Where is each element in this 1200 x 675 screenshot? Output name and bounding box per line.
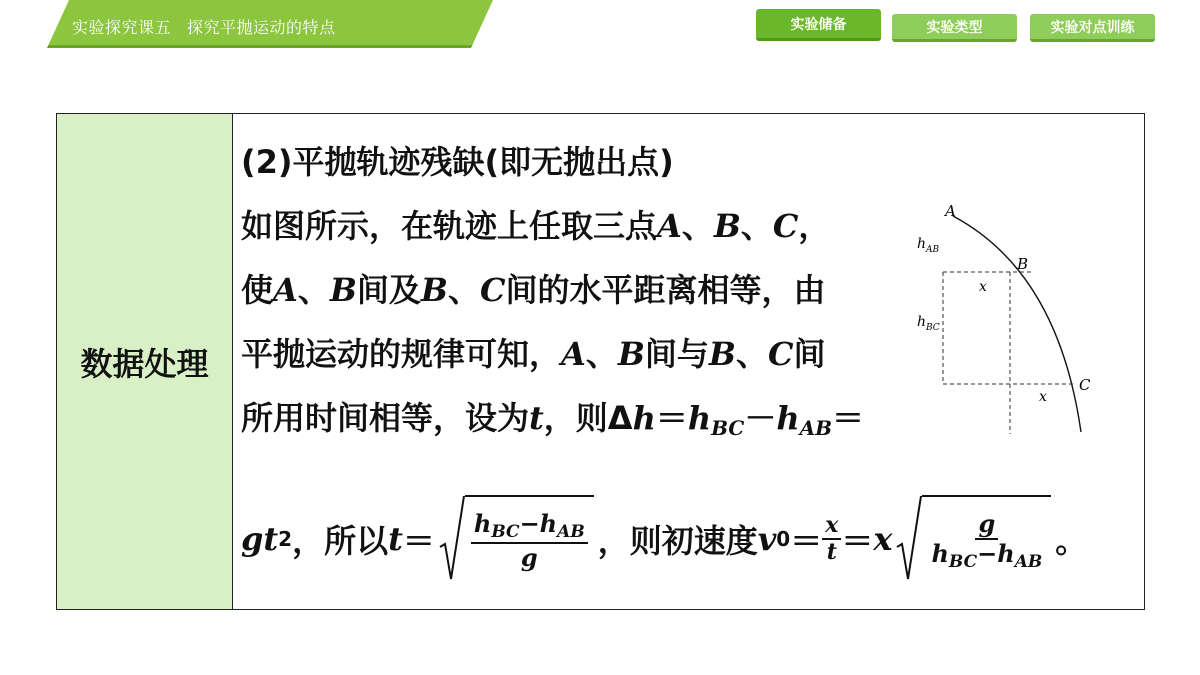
point-c-label: C bbox=[772, 207, 799, 245]
row-content-cell bbox=[233, 114, 1144, 609]
point-b-label: B bbox=[420, 271, 448, 309]
page-title bbox=[72, 15, 352, 38]
tab-experiment-types[interactable]: 实验类型 bbox=[892, 14, 1017, 42]
line4-part-d: － bbox=[744, 399, 777, 437]
fraction-numerator: g bbox=[975, 510, 998, 540]
height-symbol: h bbox=[776, 399, 800, 437]
subscript-ab: AB bbox=[799, 416, 833, 440]
formula-end: 。 bbox=[1055, 522, 1088, 560]
line3-part-d: 、 bbox=[735, 335, 768, 373]
equals-sign: ＝ bbox=[402, 522, 435, 560]
line1-part-b: 、 bbox=[681, 207, 714, 245]
line2-part-b: 、 bbox=[297, 271, 330, 309]
point-b-label: B bbox=[617, 335, 645, 373]
fraction-numerator: x bbox=[822, 513, 841, 540]
line2-part-e: 间的水平距离相等，由 bbox=[505, 271, 826, 309]
time-symbol: t bbox=[529, 399, 544, 437]
formula-part-1: ，所以 bbox=[292, 522, 389, 560]
point-a-diagram-label: A bbox=[945, 202, 956, 220]
x-symbol: x bbox=[873, 520, 893, 558]
sqrt-body bbox=[922, 495, 1051, 583]
point-b-label: B bbox=[713, 207, 741, 245]
x-label-lower: x bbox=[1039, 389, 1047, 405]
line3-part-b: 、 bbox=[585, 335, 618, 373]
h-bc-label: $h_{BC}$ bbox=[917, 314, 940, 333]
text-line-1 bbox=[241, 207, 831, 245]
point-b-diagram-label: B bbox=[1017, 255, 1029, 273]
equals-sign: ＝ bbox=[790, 522, 823, 560]
text-line-4 bbox=[241, 399, 865, 440]
tab-experiment-prep[interactable]: 实验储备 bbox=[756, 9, 881, 41]
g-symbol: g bbox=[241, 520, 264, 558]
subscript-bc: BC bbox=[711, 416, 745, 440]
subscript-zero: 0 bbox=[776, 527, 791, 551]
x-label-upper: x bbox=[979, 279, 987, 295]
point-a-label: A bbox=[273, 271, 298, 309]
lesson-name: 实验探究课五 bbox=[72, 18, 172, 37]
line4-part-b: ，则Δ bbox=[543, 399, 633, 437]
line4-part-a: 所用时间相等，设为 bbox=[241, 399, 530, 437]
v-symbol: v bbox=[757, 520, 777, 558]
fraction-velocity bbox=[928, 510, 1045, 572]
fraction-time bbox=[471, 510, 588, 572]
sqrt-body bbox=[465, 495, 594, 583]
fraction-denominator: t bbox=[826, 539, 837, 565]
formula-line bbox=[241, 494, 1087, 584]
line3-part-a: 平抛运动的规律可知， bbox=[241, 335, 562, 373]
line3-part-c: 间与 bbox=[644, 335, 709, 373]
section-heading: (2)平抛轨迹残缺(即无抛出点) bbox=[241, 143, 674, 181]
line1-part-d: ， bbox=[798, 207, 831, 245]
radical-sign-icon bbox=[896, 495, 922, 583]
trajectory-diagram bbox=[913, 202, 1123, 442]
row-label: 数据处理 bbox=[80, 344, 209, 383]
point-c-label: C bbox=[767, 335, 794, 373]
t-symbol: t bbox=[388, 520, 403, 558]
line1-part-a: 如图所示，在轨迹上任取三点 bbox=[241, 207, 658, 245]
line2-part-c: 间及 bbox=[356, 271, 421, 309]
radical-sign-icon bbox=[439, 495, 465, 583]
fraction-denominator: g bbox=[520, 543, 538, 573]
sqrt-time bbox=[439, 495, 594, 583]
t-symbol: t bbox=[263, 520, 279, 558]
fraction-numerator: $h_{BC}-h_{AB}$ bbox=[471, 510, 588, 545]
text-line-2 bbox=[241, 271, 826, 309]
line1-part-c: 、 bbox=[740, 207, 773, 245]
line2-part-a: 使 bbox=[241, 271, 274, 309]
height-symbol: h bbox=[687, 399, 712, 437]
line4-part-c: ＝ bbox=[655, 399, 688, 437]
formula-part-2: ，则初速度 bbox=[597, 522, 758, 560]
point-c-label: C bbox=[479, 271, 506, 309]
point-b-label: B bbox=[329, 271, 357, 309]
text-line-3 bbox=[241, 335, 826, 373]
fraction-denominator: $h_{BC}-h_{AB}$ bbox=[931, 538, 1043, 572]
point-b-label: B bbox=[708, 335, 736, 373]
fraction-x-over-t bbox=[822, 513, 841, 566]
content-table bbox=[56, 113, 1145, 610]
line4-part-e: ＝ bbox=[832, 399, 865, 437]
point-a-label: A bbox=[561, 335, 586, 373]
sqrt-velocity bbox=[896, 495, 1051, 583]
point-a-label: A bbox=[657, 207, 682, 245]
row-label-cell bbox=[57, 114, 233, 609]
point-c-diagram-label: C bbox=[1079, 376, 1091, 394]
line3-part-e: 间 bbox=[793, 335, 826, 373]
trajectory-curve bbox=[953, 216, 1081, 432]
h-ab-label: $h_{AB}$ bbox=[917, 236, 940, 255]
top-bar bbox=[0, 0, 1200, 52]
line2-part-d: 、 bbox=[447, 271, 480, 309]
equals-sign: ＝ bbox=[841, 522, 874, 560]
exponent-two: 2 bbox=[278, 527, 293, 551]
tab-experiment-practice[interactable]: 实验对点训练 bbox=[1030, 14, 1155, 42]
height-symbol: h bbox=[632, 399, 656, 437]
topic-name: 探究平抛运动的特点 bbox=[187, 18, 336, 37]
